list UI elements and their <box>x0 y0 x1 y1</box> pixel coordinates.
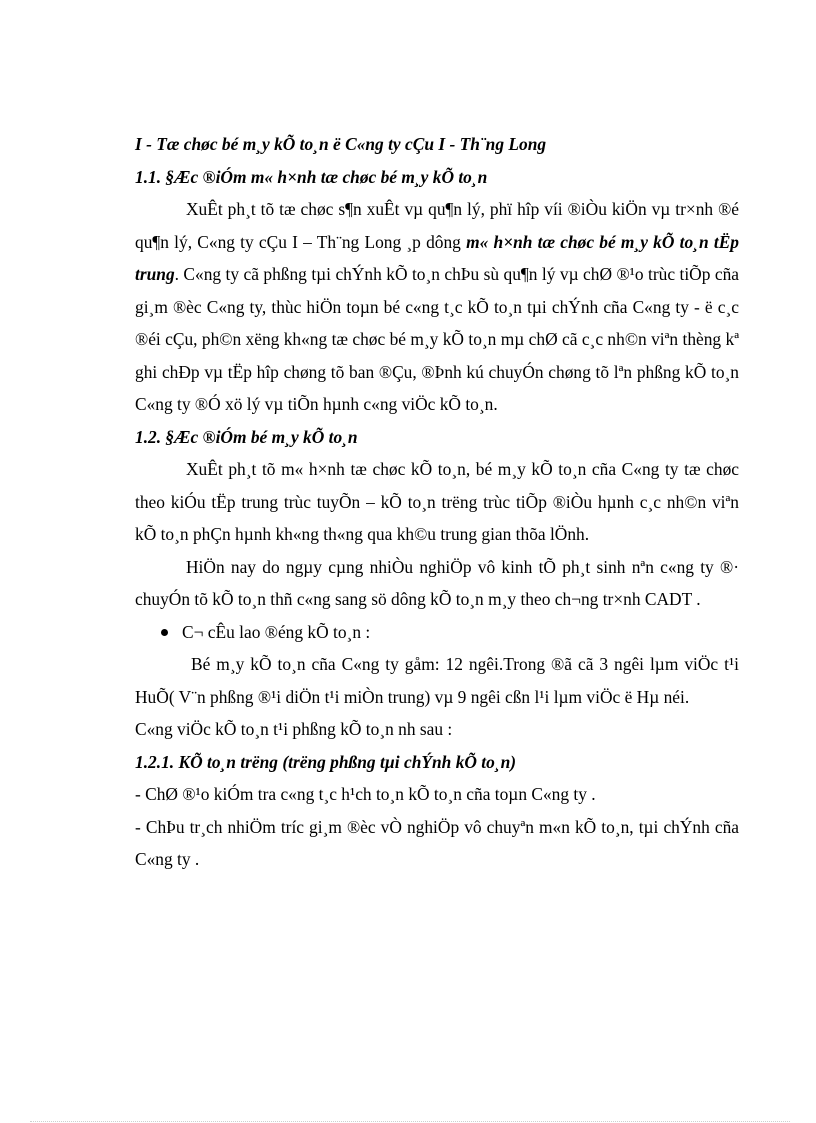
duty-line: - ChØ ®¹o kiÓm tra c«ng t¸c h¹ch to¸n kÕ to¸n cña toµn C«ng ty . <box>135 784 596 804</box>
bullet-item <box>135 616 739 649</box>
document-body <box>135 128 739 876</box>
paragraph-text: . C«ng ty cã phßng tµi chÝnh kÕ to¸n chÞu sù qu¶n lý vµ chØ ®¹o trùc tiÕp cña gi¸m ®èc C«ng ty, thùc hiÖn toµn bé c«ng t¸c kÕ to¸n tµi chÝnh cña C«ng ty - ë c¸c ®éi cÇu, ph©n xëng kh«ng tæ chøc bé m¸y kÕ to¸n mµ chØ cã c¸c nh©n viªn thèng kª ghi chÐp vµ tËp hîp chøng tõ ban ®Çu, ®Þnh kú chuyÓn chøng tõ lªn phßng kÕ to¸n C«ng ty ®Ó xö lý vµ tiÕn hµnh c«ng viÖc kÕ to¸n. <box>135 264 739 414</box>
duty-line: - ChÞu tr¸ch nhiÖm tríc gi¸m ®èc vÒ nghiÖp vô chuyªn m«n kÕ to¸n, tµi chÝnh cña C«ng ty . <box>135 816 739 869</box>
subsection-heading-1-2: 1.2. §Æc ®iÓm bé m¸y kÕ to¸n <box>135 426 358 447</box>
bullet-text: C¬ cÊu lao ®éng kÕ to¸n : <box>182 621 371 642</box>
paragraph-structure: XuÊt ph¸t tõ m« h×nh tæ chøc kÕ to¸n, bé m¸y kÕ to¸n cña C«ng ty tæ chøc theo kiÓu tËp trung trùc tuyÕn – kÕ to¸n trëng trùc tiÕp ®iÒu hµnh c¸c nh©n viªn kÕ to¸n phÇn hµnh kh«ng th«ng qua kh©u trung gian thõa lÖnh. <box>135 459 739 544</box>
emphasis-text: m« h×nh tæ chøc bé m¸y kÕ to¸n tËp trung <box>135 231 739 284</box>
paragraph-tasks-intro: C«ng viÖc kÕ to¸n t¹i phßng kÕ to¸n nh sau : <box>135 719 453 739</box>
bullet-dot-icon <box>161 629 168 636</box>
section-heading: I - Tæ chøc bé m¸y kÕ to¸n ë C«ng ty cÇu I - Th¨ng Long <box>135 134 547 154</box>
page-bottom-divider <box>30 1121 790 1122</box>
subsection-heading-1-2-1: 1.2.1. KÕ to¸n trëng (trëng phßng tµi chÝnh kÕ to¸n) <box>135 751 517 772</box>
subsection-heading-1-1: 1.1. §Æc ®iÓm m« h×nh tæ chøc bé m¸y kÕ to¸n <box>135 166 488 187</box>
paragraph-software: HiÖn nay do ngµy cµng nhiÒu nghiÖp vô kinh tÕ ph¸t sinh nªn c«ng ty ®· chuyÓn tõ kÕ to¸n thñ c«ng sang sö dông kÕ to¸n m¸y theo ch¬ng tr×nh CADT . <box>135 556 739 609</box>
paragraph-text: XuÊt ph¸t tõ tæ chøc s¶n xuÊt vµ qu¶n lý, phï hîp víi ®iÒu kiÖn vµ tr×nh ®é qu¶n lý, C«ng ty cÇu I – Th¨ng Long ¸p dông <box>135 199 739 252</box>
paragraph-accounting-model <box>135 193 739 421</box>
paragraph-staff: Bé m¸y kÕ to¸n cña C«ng ty gåm: 12 ngêi.Trong ®ã cã 3 ngêi lµm viÖc t¹i HuÕ( V¨n phßng ®¹i diÖn t¹i miÒn trung) vµ 9 ngêi cßn l¹i lµm viÖc ë Hµ néi. <box>135 654 739 707</box>
